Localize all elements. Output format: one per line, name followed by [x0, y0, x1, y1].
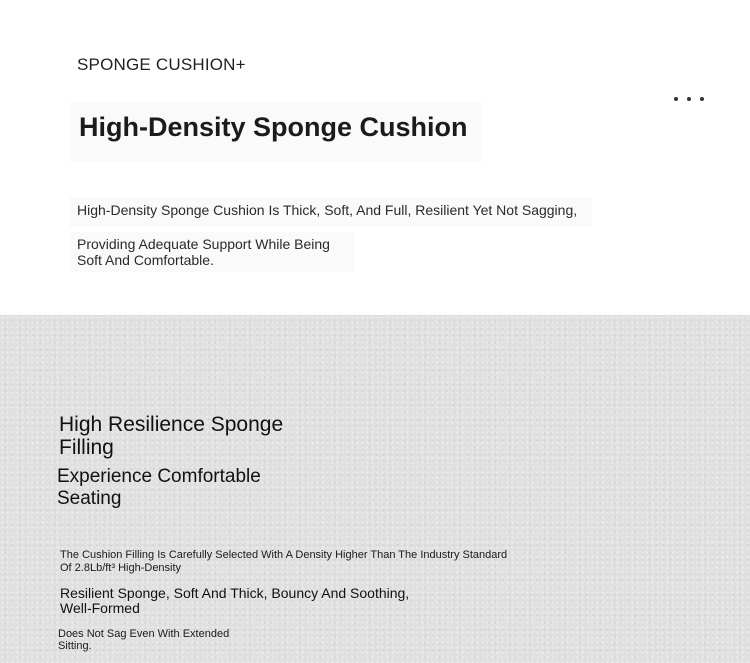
- intro-section: [0, 0, 750, 315]
- menu-dot: [687, 97, 691, 101]
- feature-heading: High Resilience Sponge Filling: [59, 413, 284, 459]
- feature-section: [0, 315, 750, 663]
- menu-dot: [700, 97, 704, 101]
- feature-paragraph-durability: Does Not Sag Even With Extended Sitting.: [58, 628, 230, 652]
- intro-description-line1: High-Density Sponge Cushion Is Thick, Soft, And Full, Resilient Yet Not Sagging,: [77, 202, 578, 218]
- feature-paragraph-resilience: Resilient Sponge, Soft And Thick, Bouncy And Soothing, Well-Formed: [60, 585, 410, 616]
- menu-dot: [674, 97, 678, 101]
- page-title: High-Density Sponge Cushion: [79, 112, 468, 142]
- intro-description-line2: Providing Adequate Support While Being Soft And Comfortable.: [77, 236, 330, 268]
- feature-paragraph-density: The Cushion Filling Is Carefully Selected With A Density Higher Than The Industry Standard Of 2.8Lb/ft³ High-Density: [60, 549, 508, 574]
- more-horizontal-icon[interactable]: [674, 92, 704, 106]
- feature-subheading: Experience Comfortable Seating: [57, 466, 261, 509]
- brand-label: SPONGE CUSHION+: [77, 55, 246, 74]
